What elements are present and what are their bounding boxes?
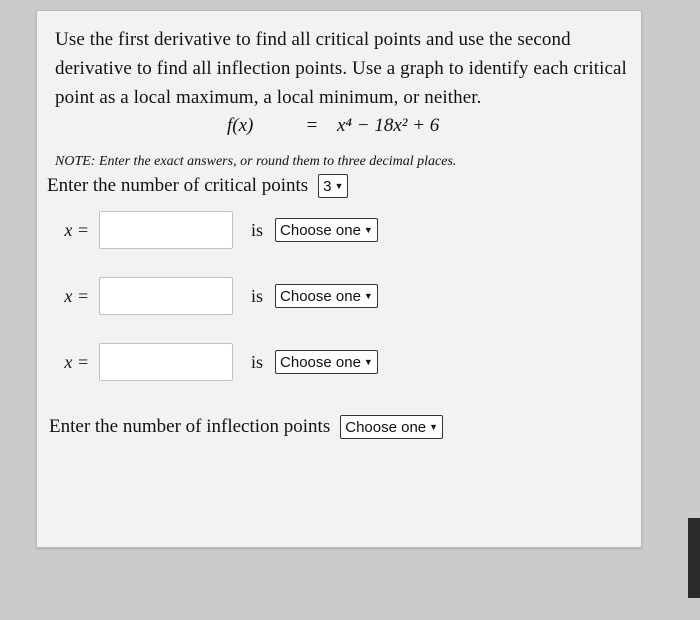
x-value-input[interactable]: [99, 343, 233, 381]
x-value-input[interactable]: [99, 277, 233, 315]
classification-select-label: Choose one: [280, 353, 361, 371]
chevron-down-icon: ▼: [363, 356, 373, 367]
critical-point-row: [47, 343, 378, 381]
critical-point-row: [47, 211, 378, 249]
is-label: is: [251, 351, 264, 372]
critical-count-select[interactable]: [318, 174, 348, 198]
chevron-down-icon: ▼: [363, 224, 373, 235]
function-formula: [227, 115, 439, 137]
formula-equals: =: [306, 115, 318, 136]
inflection-select-label: Choose one: [345, 418, 427, 436]
classification-select[interactable]: [275, 350, 378, 374]
chevron-down-icon: ▼: [363, 290, 373, 301]
formula-lhs: f(x): [227, 115, 254, 136]
is-label: is: [251, 285, 264, 306]
inflection-count-row: [49, 415, 443, 439]
x-label: x =: [64, 219, 89, 240]
inflection-count-select[interactable]: [340, 415, 443, 439]
window-edge: [688, 518, 700, 598]
formula-rhs: x⁴ − 18x² + 6: [337, 115, 440, 136]
note-text: NOTE: Enter the exact answers, or round them to three decimal places.: [55, 154, 457, 169]
instructions-text: Use the first derivative to find all critical points and use the second derivative to find all inflection points. Use a graph to identify each critical point as a local maximum, a local minimum, or neither.: [55, 29, 627, 108]
question-panel: [36, 10, 642, 548]
critical-point-row: [47, 277, 378, 315]
classification-select-label: Choose one: [280, 287, 361, 305]
inflection-count-label: Enter the number of inflection points: [49, 416, 331, 437]
x-label: x =: [64, 285, 89, 306]
x-label: x =: [64, 351, 89, 372]
chevron-down-icon: ▼: [334, 180, 344, 191]
critical-count-value: 3: [323, 177, 332, 195]
critical-count-label: Enter the number of critical points: [47, 175, 309, 196]
classification-select[interactable]: [275, 284, 378, 308]
classification-select-label: Choose one: [280, 221, 361, 239]
classification-select[interactable]: [275, 218, 378, 242]
critical-count-row: [47, 174, 348, 198]
is-label: is: [251, 219, 264, 240]
chevron-down-icon: ▼: [429, 421, 439, 432]
x-value-input[interactable]: [99, 211, 233, 249]
